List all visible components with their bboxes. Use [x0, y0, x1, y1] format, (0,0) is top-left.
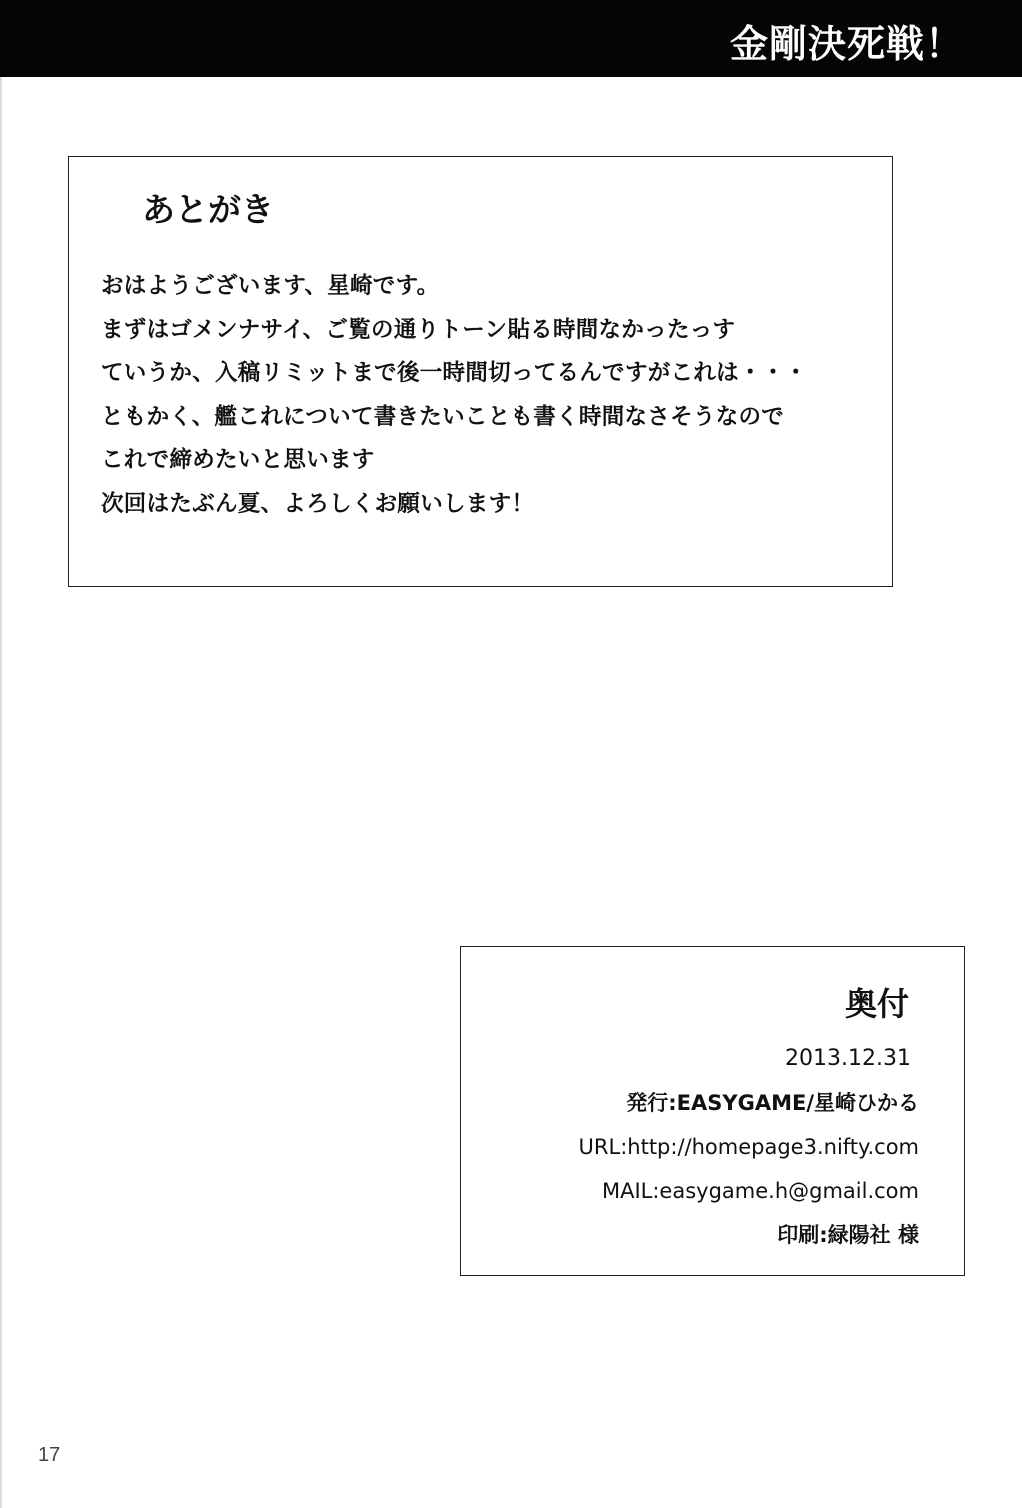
colophon-mail: MAIL:easygame.h@gmail.com: [601, 1179, 919, 1203]
colophon-date: 2013.12.31: [785, 1046, 911, 1071]
afterword-line: まずはゴメンナサイ、ご覧の通りトーン貼る時間なかったっす: [101, 316, 736, 343]
afterword-line: 次回はたぶん夏、よろしくお願いします！: [101, 490, 535, 517]
afterword-line: これで締めたいと思います: [101, 447, 375, 473]
afterword-line: ともかく、艦これについて書きたいことも書く時間なさそうなので: [101, 403, 785, 430]
afterword-body: [101, 265, 807, 526]
afterword-line: おはようございます、星崎です。: [101, 273, 440, 299]
page-edge: [0, 77, 2, 1508]
colophon-url: URL:http://homepage3.nifty.com: [578, 1135, 919, 1159]
header-title: 金剛決死戦！: [729, 22, 964, 66]
colophon-title: 奥付: [844, 985, 909, 1023]
colophon-printer: 印刷:緑陽社 様: [777, 1223, 919, 1247]
afterword-box: [68, 156, 893, 587]
page-number: 17: [38, 1444, 61, 1466]
header-bar: [0, 0, 1022, 77]
afterword-line: ていうか、入稿リミットまで後一時間切ってるんですがこれは・・・: [101, 360, 808, 386]
afterword-title: あとがき: [142, 190, 274, 229]
colophon-box: [460, 946, 965, 1276]
colophon-publisher: 発行:EASYGAME/星崎ひかる: [626, 1091, 919, 1115]
colophon-list: [579, 1037, 919, 1257]
